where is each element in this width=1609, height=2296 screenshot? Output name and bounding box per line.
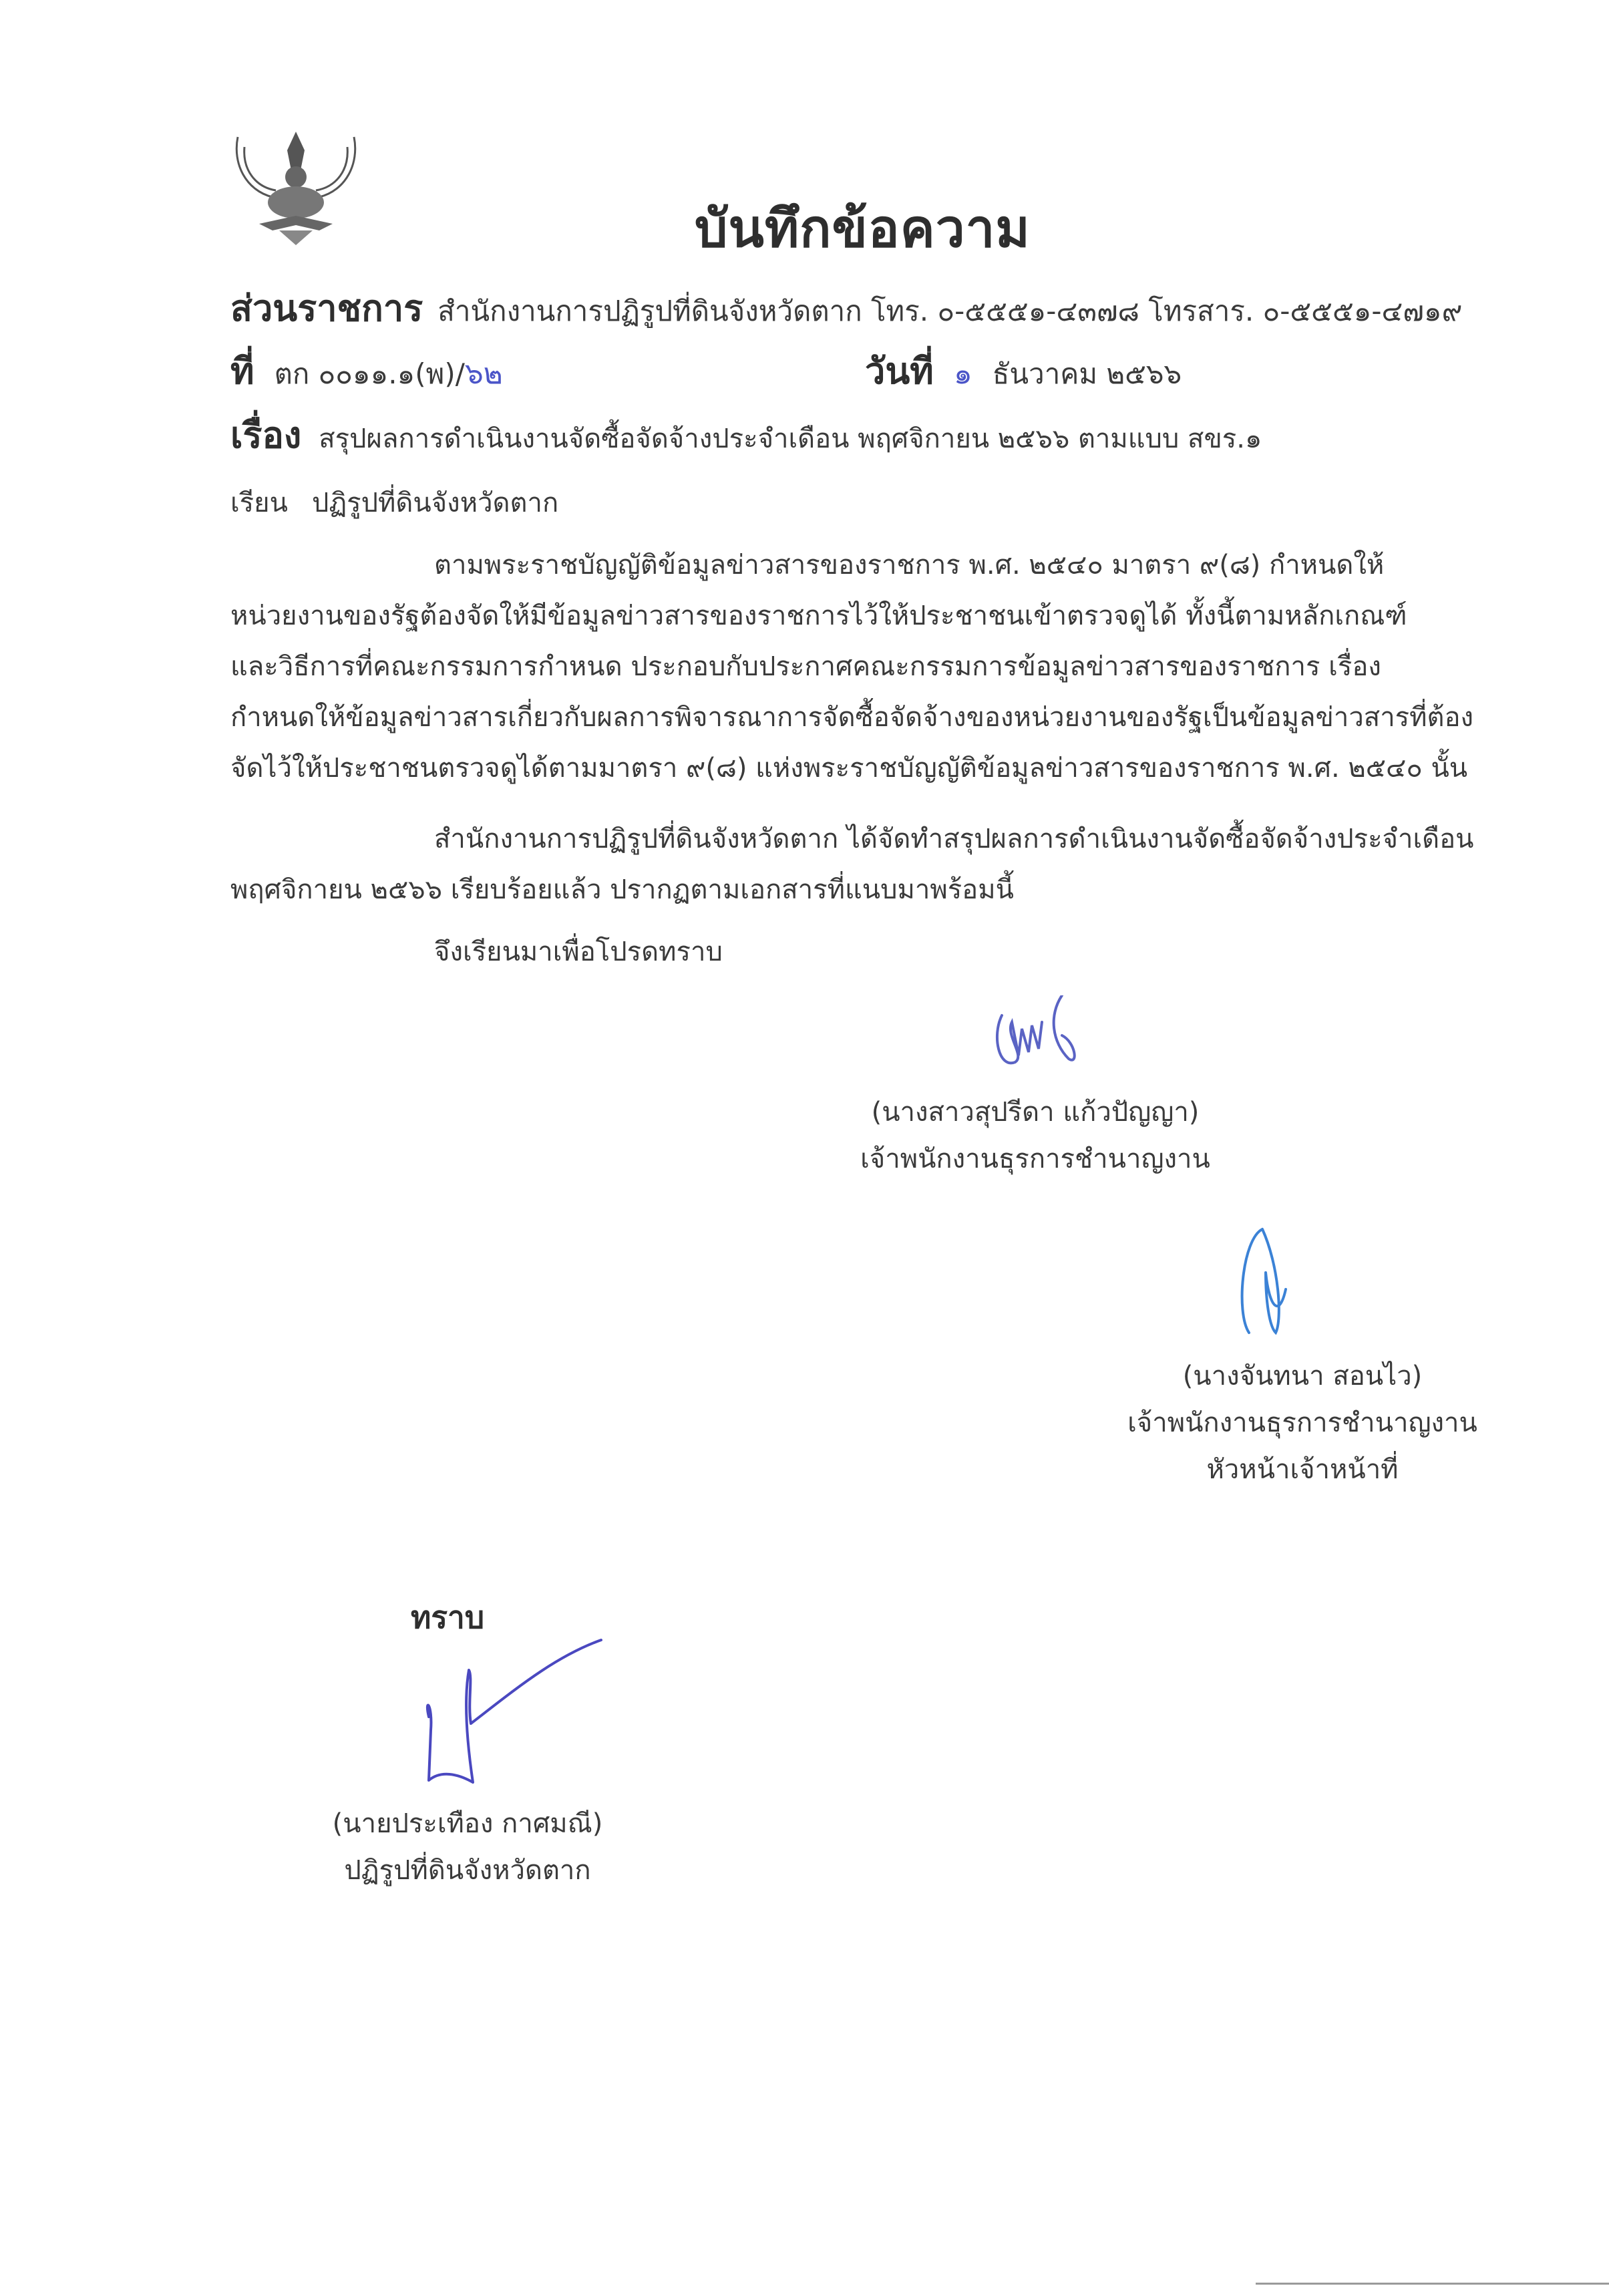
garuda-emblem-icon <box>226 124 366 251</box>
paragraph-line: จัดไว้ให้ประชาชนตรวจดูได้ตามมาตรา ๙(๘) แห่งพระราชบัญญัติข้อมูลข่าวสารของราชการ พ.ศ. ๒๕๔๐ นั้น <box>230 753 1468 784</box>
body-paragraph-2 <box>230 814 1496 915</box>
agency-label: ส่วนราชการ <box>230 287 423 329</box>
closing-line: จึงเรียนมาเพื่อโปรดทราบ <box>434 937 723 967</box>
agency-row <box>230 279 1462 337</box>
date-day-handwritten: ๑ <box>953 357 972 391</box>
signer-name: (นางสาวสุปรีดา แก้วปัญญา) <box>871 1097 1200 1128</box>
signer-position: หัวหน้าเจ้าหน้าที่ <box>1206 1454 1399 1485</box>
paragraph-line: สำนักงานการปฏิรูปที่ดินจังหวัดตาก ได้จัดทำสรุปผลการดำเนินงานจัดซื้อจัดจ้างประจำเดือน <box>434 824 1474 854</box>
date-value: ธันวาคม ๒๕๖๖ <box>992 357 1182 390</box>
signer-name: (นางจันทนา สอนไว) <box>1182 1361 1423 1391</box>
reference-label: ที่ <box>230 350 254 392</box>
scan-edge-divider <box>1256 2283 1609 2285</box>
signature-block-3 <box>267 1800 668 1894</box>
signer-position: เจ้าพนักงานธุรการชำนาญงาน <box>860 1144 1210 1174</box>
agency-value: สำนักงานการปฏิรูปที่ดินจังหวัดตาก โทร. ๐-๕๕๕๑-๔๓๗๘ โทรสาร. ๐-๕๕๕๑-๔๗๑๙ <box>437 295 1463 327</box>
subject-label: เรื่อง <box>230 414 302 456</box>
signature-block-2 <box>1069 1353 1536 1493</box>
paragraph-line: หน่วยงานของรัฐต้องจัดให้มีข้อมูลข่าวสารของราชการไว้ให้ประชาชนเข้าตรวจดูได้ ทั้งนี้ตามหลักเกณฑ์ <box>230 601 1407 631</box>
signer-position: เจ้าพนักงานธุรการชำนาญงาน <box>1127 1408 1477 1438</box>
paragraph-line: และวิธีการที่คณะกรรมการกำหนด ประกอบกับประกาศคณะกรรมการข้อมูลข่าวสารของราชการ เรื่อง <box>230 651 1381 682</box>
memo-title: บันทึกข้อความ <box>695 199 1031 259</box>
signature-icon <box>1236 1226 1289 1339</box>
signature-icon <box>421 1637 608 1797</box>
addressee-row <box>230 481 558 524</box>
paragraph-line: พฤศจิกายน ๒๕๖๖ เรียบร้อยแล้ว ปรากฏตามเอกสารที่แนบมาพร้อมนี้ <box>230 874 1014 905</box>
subject-row <box>230 406 1262 464</box>
reference-value: ตก ๐๐๑๑.๑(พ)/ <box>274 357 465 390</box>
body-paragraph-1 <box>230 540 1496 794</box>
date-label: วันที่ <box>865 350 934 392</box>
subject-value: สรุปผลการดำเนินงานจัดซื้อจัดจ้างประจำเดือน พฤศจิกายน ๒๕๖๖ ตามแบบ สขร.๑ <box>319 424 1262 454</box>
signer-name: (นายประเทือง กาศมณี) <box>332 1808 603 1839</box>
addressee-value: ปฏิรูปที่ดินจังหวัดตาก <box>311 488 559 518</box>
date-row <box>865 342 1182 399</box>
signature-block-1 <box>801 1089 1269 1182</box>
reference-handwritten-number: ๖๒ <box>464 357 503 391</box>
signer-position: ปฏิรูปที่ดินจังหวัดตาก <box>344 1855 591 1886</box>
paragraph-line: กำหนดให้ข้อมูลข่าวสารเกี่ยวกับผลการพิจารณาการจัดซื้อจัดจ้างของหน่วยงานของรัฐเป็นข้อมูลข่าวสารที่ต้อง <box>230 702 1474 733</box>
addressee-label: เรียน <box>230 488 288 518</box>
reference-row <box>230 342 503 399</box>
paragraph-line: ตามพระราชบัญญัติข้อมูลข่าวสารของราชการ พ.ศ. ๒๕๔๐ มาตรา ๙(๘) กำหนดให้ <box>434 550 1385 581</box>
signature-icon <box>989 995 1095 1082</box>
acknowledgement-label: ทราบ <box>411 1599 485 1635</box>
